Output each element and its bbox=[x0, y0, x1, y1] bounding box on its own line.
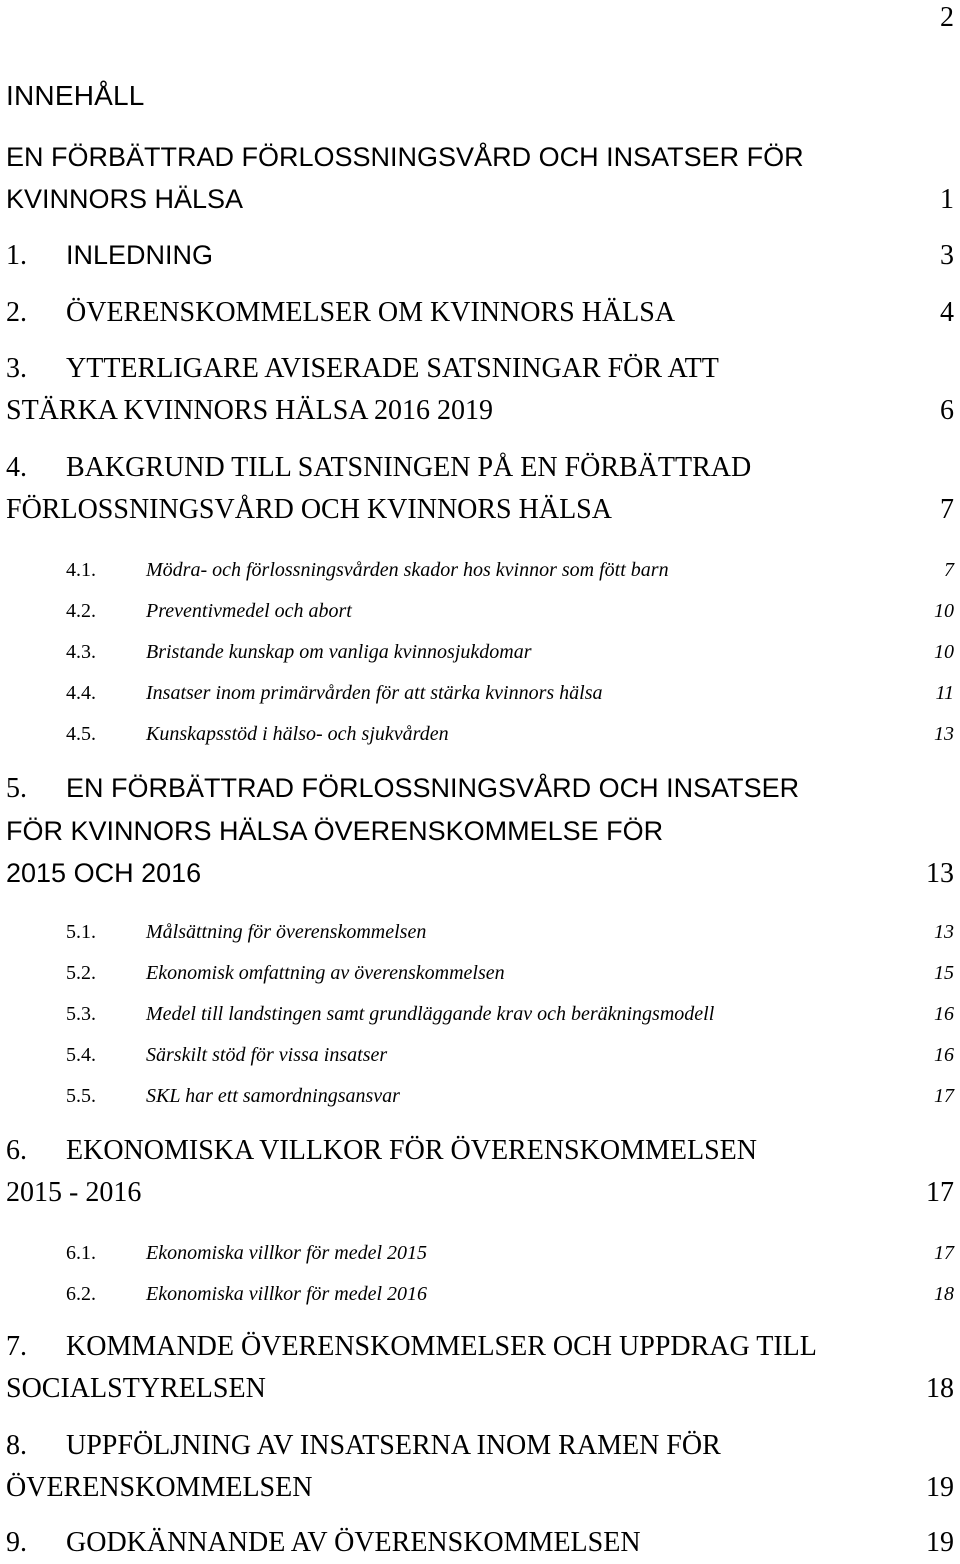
toc-entry-4-4[interactable] bbox=[66, 678, 954, 708]
toc-page-number: 16 bbox=[934, 1003, 954, 1025]
toc-entry-2[interactable] bbox=[6, 292, 954, 334]
toc-entry-text: UPPFÖLJNING AV INSATSERNA INOM RAMEN FÖR bbox=[66, 1430, 721, 1461]
section-number: 6.2. bbox=[66, 1283, 96, 1305]
toc-entry-text: SKL har ett samordningsansvar bbox=[146, 1085, 400, 1107]
toc-entry-4-2[interactable] bbox=[66, 596, 954, 626]
toc-page-number: 18 bbox=[934, 1283, 954, 1305]
toc-entry-text: BAKGRUND TILL SATSNINGEN PÅ EN FÖRBÄTTRAD bbox=[66, 452, 752, 483]
toc-page-number: 10 bbox=[934, 641, 954, 663]
toc-page-number: 6 bbox=[940, 395, 954, 426]
toc-entry-text: Ekonomiska villkor för medel 2015 bbox=[146, 1242, 428, 1264]
section-number: 4. bbox=[6, 452, 27, 483]
toc-page-number: 7 bbox=[944, 559, 954, 581]
toc-entry-5[interactable] bbox=[6, 767, 954, 895]
toc-entry-text: FÖRLOSSNINGSVÅRD OCH KVINNORS HÄLSA bbox=[6, 494, 612, 525]
toc-entry-4-5[interactable] bbox=[66, 719, 954, 749]
toc-entry-6[interactable] bbox=[6, 1130, 954, 1214]
toc-page-number: 18 bbox=[926, 1373, 954, 1404]
section-number: 5. bbox=[6, 773, 27, 804]
toc-entry-5-4[interactable] bbox=[66, 1040, 954, 1070]
toc-entry-text: Insatser inom primärvården för att stärka kvinnors hälsa bbox=[146, 682, 603, 704]
section-number: 1. bbox=[6, 240, 27, 271]
toc-entry-text: Ekonomiska villkor för medel 2016 bbox=[146, 1283, 428, 1305]
toc-entry-text: EKONOMISKA VILLKOR FÖR ÖVERENSKOMMELSEN bbox=[66, 1135, 757, 1166]
toc-entry-text: ÖVERENSKOMMELSER OM KVINNORS HÄLSA bbox=[66, 297, 676, 328]
section-number: 4.3. bbox=[66, 641, 96, 663]
section-number: 5.4. bbox=[66, 1044, 96, 1066]
toc-page-number: 13 bbox=[934, 921, 954, 943]
section-number: 4.4. bbox=[66, 682, 96, 704]
toc-entry-text: EN FÖRBÄTTRAD FÖRLOSSNINGSVÅRD OCH INSATSER FÖR bbox=[6, 142, 804, 172]
toc-entry-text: Kunskapsstöd i hälso- och sjukvården bbox=[146, 723, 449, 745]
section-number: 4.2. bbox=[66, 600, 96, 622]
toc-page-number: 15 bbox=[934, 962, 954, 984]
section-number: 8. bbox=[6, 1430, 27, 1461]
toc-entry-text: FÖR KVINNORS HÄLSA ÖVERENSKOMMELSE FÖR bbox=[6, 816, 664, 846]
section-number: 4.1. bbox=[66, 559, 96, 581]
toc-entry-text: KOMMANDE ÖVERENSKOMMELSER OCH UPPDRAG TILL bbox=[66, 1331, 817, 1362]
toc-entry-4-3[interactable] bbox=[66, 637, 954, 667]
toc-entry-text: Mödra- och förlossningsvården skador hos kvinnor som fött barn bbox=[146, 559, 669, 581]
toc-page-number: 17 bbox=[934, 1085, 954, 1107]
toc-entry-text: Medel till landstingen samt grundläggande krav och beräkningsmodell bbox=[146, 1003, 715, 1025]
toc-entry-5-2[interactable] bbox=[66, 958, 954, 988]
toc-entry-text: Särskilt stöd för vissa insatser bbox=[146, 1044, 388, 1066]
section-number: 5.5. bbox=[66, 1085, 96, 1107]
toc-entry-title[interactable] bbox=[6, 136, 954, 221]
toc-page-number: 10 bbox=[934, 600, 954, 622]
toc-entry-text: Målsättning för överenskommelsen bbox=[146, 921, 427, 943]
section-number: 6. bbox=[6, 1135, 27, 1166]
section-number: 5.3. bbox=[66, 1003, 96, 1025]
toc-entry-1[interactable] bbox=[6, 234, 954, 277]
toc-page-number: 3 bbox=[940, 240, 954, 271]
toc-entry-text: SOCIALSTYRELSEN bbox=[6, 1373, 266, 1404]
toc-page-number: 16 bbox=[934, 1044, 954, 1066]
toc-entry-3[interactable] bbox=[6, 348, 954, 432]
toc-heading: INNEHÅLL bbox=[6, 80, 145, 111]
toc-entry-text: Preventivmedel och abort bbox=[146, 600, 352, 622]
toc-page-number: 13 bbox=[926, 858, 954, 889]
toc-page-number: 19 bbox=[926, 1472, 954, 1503]
toc-page-number: 17 bbox=[926, 1177, 954, 1208]
toc-entry-text: 2015 - 2016 bbox=[6, 1177, 142, 1208]
toc-entry-7[interactable] bbox=[6, 1326, 954, 1410]
toc-page-number: 7 bbox=[940, 494, 954, 525]
toc-page-number: 11 bbox=[935, 682, 954, 704]
toc-entry-text: KVINNORS HÄLSA bbox=[6, 184, 244, 214]
toc-page-number: 17 bbox=[934, 1242, 954, 1264]
toc-entry-text: Ekonomisk omfattning av överenskommelsen bbox=[146, 962, 505, 984]
toc-entry-text: Bristande kunskap om vanliga kvinnosjukdomar bbox=[146, 641, 532, 663]
toc-entry-text: GODKÄNNANDE AV ÖVERENSKOMMELSEN bbox=[66, 1527, 641, 1558]
section-number: 9. bbox=[6, 1527, 27, 1558]
section-number: 6.1. bbox=[66, 1242, 96, 1264]
toc-entry-8[interactable] bbox=[6, 1425, 954, 1509]
section-number: 2. bbox=[6, 297, 27, 328]
toc-entry-text: ÖVERENSKOMMELSEN bbox=[6, 1472, 313, 1503]
section-number: 5.2. bbox=[66, 962, 96, 984]
toc-entry-4[interactable] bbox=[6, 447, 954, 531]
toc-entry-5-1[interactable] bbox=[66, 917, 954, 947]
toc-page-number: 1 bbox=[940, 184, 954, 215]
toc-entry-9[interactable] bbox=[6, 1522, 954, 1564]
section-number: 5.1. bbox=[66, 921, 96, 943]
toc-entry-text: STÄRKA KVINNORS HÄLSA 2016 2019 bbox=[6, 395, 493, 426]
toc-entry-4-1[interactable] bbox=[66, 555, 954, 585]
toc-entry-6-1[interactable] bbox=[66, 1238, 954, 1268]
section-number: 7. bbox=[6, 1331, 27, 1362]
toc-entry-text: EN FÖRBÄTTRAD FÖRLOSSNINGSVÅRD OCH INSATSER bbox=[66, 773, 800, 803]
toc-entry-5-5[interactable] bbox=[66, 1081, 954, 1111]
toc-page-number: 13 bbox=[934, 723, 954, 745]
toc-page-number: 4 bbox=[940, 297, 954, 328]
page-number: 2 bbox=[940, 2, 954, 33]
toc-page-number: 19 bbox=[926, 1527, 954, 1558]
toc-entry-6-2[interactable] bbox=[66, 1279, 954, 1309]
section-number: 3. bbox=[6, 353, 27, 384]
toc-entry-5-3[interactable] bbox=[66, 999, 954, 1029]
section-number: 4.5. bbox=[66, 723, 96, 745]
toc-entry-text: YTTERLIGARE AVISERADE SATSNINGAR FÖR ATT bbox=[66, 353, 719, 384]
toc-entry-text: INLEDNING bbox=[66, 240, 214, 270]
toc-entry-text: 2015 OCH 2016 bbox=[6, 858, 202, 888]
